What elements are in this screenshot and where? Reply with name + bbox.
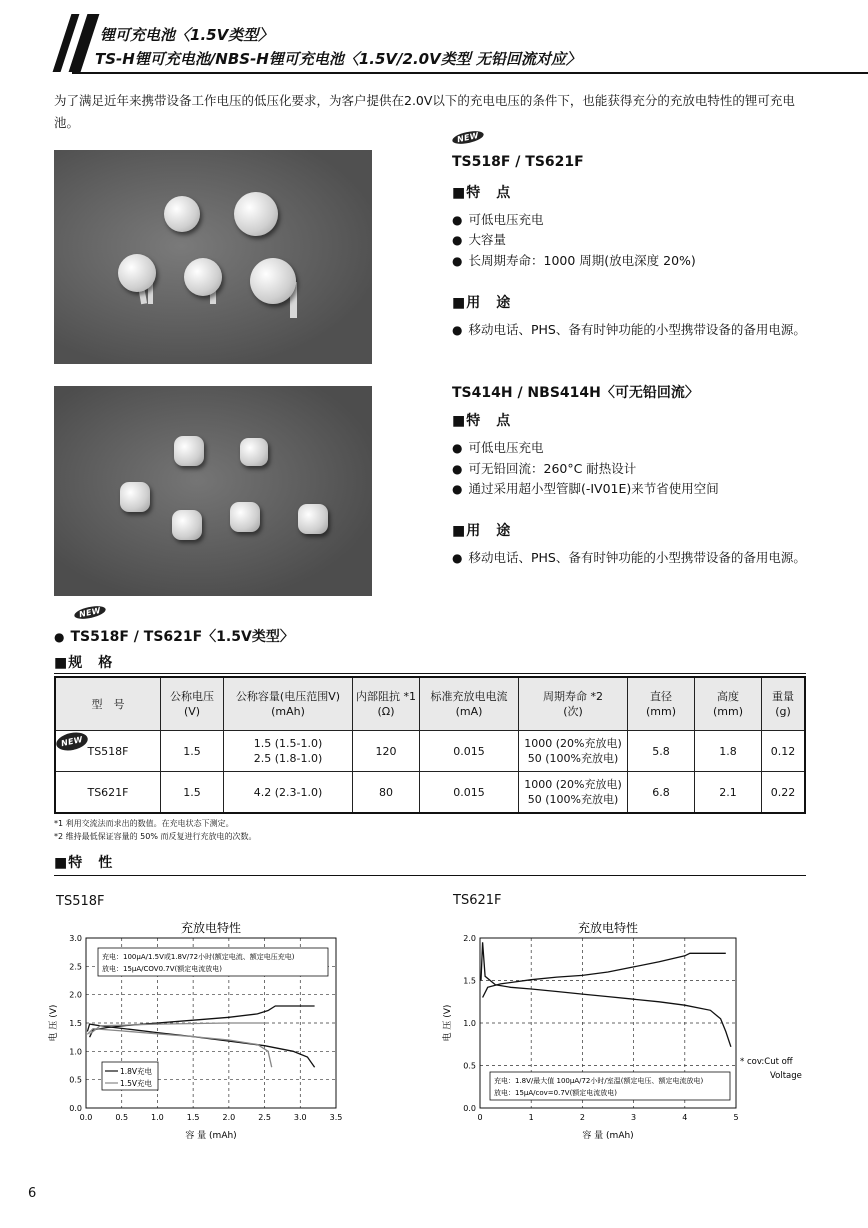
life-line: 1000 (20%充放电) bbox=[524, 778, 622, 791]
product2-feature: ● 可无铅回流：260°C 耐热设计 bbox=[452, 459, 636, 477]
chart2-panel-label: TS621F bbox=[453, 893, 502, 908]
series-line bbox=[90, 1023, 269, 1034]
smd-cell bbox=[174, 436, 204, 466]
x-axis-label: 容 量 (mAh) bbox=[582, 1131, 634, 1141]
page-title-line1: 锂可充电池〈1.5V类型〉 bbox=[100, 26, 274, 44]
spec-table bbox=[54, 676, 806, 814]
smd-cell bbox=[172, 510, 202, 540]
col-header bbox=[519, 677, 628, 731]
coin-cell bbox=[250, 258, 296, 304]
cell-diameter: 5.8 bbox=[628, 731, 695, 772]
coin-cell bbox=[118, 254, 156, 292]
col-header-label: 型 号 bbox=[91, 697, 125, 711]
product2-use: ● 移动电话、PHS、备有时钟功能的小型携带设备的备用电源。 bbox=[452, 548, 806, 566]
cell-weight: 0.22 bbox=[762, 772, 806, 814]
new-badge: NEW bbox=[451, 129, 484, 146]
col-header bbox=[628, 677, 695, 731]
life-line: 1000 (20%充放电) bbox=[524, 737, 622, 750]
cell-height: 2.1 bbox=[695, 772, 762, 814]
product2-features-heading: ■特 点 bbox=[452, 413, 512, 429]
col-header-label: 直径 bbox=[650, 690, 672, 703]
section-title: ● TS518F / TS621F〈1.5V类型〉 bbox=[54, 626, 294, 646]
col-header-unit: (g) bbox=[775, 705, 791, 718]
col-header-unit: (mAh) bbox=[271, 705, 305, 718]
y-tick-label: 0.0 bbox=[463, 1104, 476, 1113]
col-header bbox=[762, 677, 806, 731]
x-tick-label: 2 bbox=[579, 1113, 585, 1122]
col-header-unit: (V) bbox=[183, 705, 201, 718]
smd-cell bbox=[240, 438, 268, 466]
col-header-unit: (次) bbox=[563, 705, 583, 718]
page-title-line2: TS-H锂可充电池/NBS-H锂可充电池〈1.5V/2.0V类型 无铅回流对应〉 bbox=[95, 50, 581, 68]
cell-impedance: 120 bbox=[353, 731, 420, 772]
x-tick-label: 1.5 bbox=[186, 1113, 200, 1122]
product1-uses-heading: ■用 途 bbox=[452, 295, 512, 311]
note-line: 放电：15µA/cov=0.7V(额定电流放电) bbox=[494, 1089, 618, 1097]
product1-feature: ● 可低电压充电 bbox=[452, 210, 544, 228]
note-line: 放电：15µA/COV0.7V(额定电流放电) bbox=[102, 965, 222, 973]
characteristics-heading: ■特 性 bbox=[54, 855, 114, 871]
smd-cell bbox=[298, 504, 328, 534]
y-tick-label: 1.0 bbox=[69, 1047, 82, 1057]
table-header-row bbox=[55, 677, 805, 731]
life-line: 50 (100%充放电) bbox=[527, 793, 619, 806]
x-tick-label: 4 bbox=[682, 1113, 688, 1122]
x-tick-label: 3.0 bbox=[293, 1113, 307, 1122]
product-photo-ts414h bbox=[54, 386, 372, 596]
product1-model: TS518F / TS621F bbox=[452, 154, 584, 170]
new-badge: NEW bbox=[73, 604, 106, 621]
y-tick-label: 0.5 bbox=[463, 1061, 476, 1071]
col-header-unit: (mA) bbox=[455, 705, 483, 718]
series-line bbox=[481, 942, 731, 1047]
product1-use: ● 移动电话、PHS、备有时钟功能的小型携带设备的备用电源。 bbox=[452, 320, 806, 338]
product-photo-ts518f-ts621f bbox=[54, 150, 372, 364]
col-header-unit: (mm) bbox=[712, 705, 743, 718]
characteristics-rule bbox=[54, 875, 806, 876]
legend-label: 1.8V充电 bbox=[120, 1067, 153, 1076]
col-header-label: 高度 bbox=[717, 690, 739, 703]
y-tick-label: 1.0 bbox=[463, 1019, 476, 1028]
cell-capacity bbox=[224, 731, 353, 772]
product1-feature: ● 长周期寿命：1000 周期(放电深度 20%) bbox=[452, 251, 696, 269]
footnote-1: *1 利用交流法而求出的数值。在充电状态下测定。 bbox=[54, 819, 234, 828]
y-tick-label: 2.0 bbox=[69, 990, 82, 1000]
new-badge: NEW bbox=[55, 730, 90, 753]
note-line: 充电：100µA/1.5V或1.8V/72小时(额定电流、额定电压充电) bbox=[102, 953, 295, 961]
x-tick-label: 0 bbox=[477, 1113, 483, 1122]
x-tick-label: 2.5 bbox=[258, 1113, 271, 1122]
cell-model: TS621F bbox=[55, 772, 161, 814]
series-line bbox=[483, 953, 726, 997]
col-header bbox=[224, 677, 353, 731]
smd-cell bbox=[230, 502, 260, 532]
x-tick-label: 1 bbox=[528, 1113, 534, 1122]
product1-feature: ● 大容量 bbox=[452, 230, 506, 248]
col-header bbox=[353, 677, 420, 731]
smd-cell bbox=[120, 482, 150, 512]
y-tick-label: 0.0 bbox=[69, 1104, 82, 1113]
y-tick-label: 3.0 bbox=[69, 934, 82, 943]
note-line: 充电：1.8V/最大值 100µA/72小时/室温(额定电压、额定电流放电) bbox=[494, 1077, 704, 1085]
coin-cell bbox=[234, 192, 278, 236]
coin-cell bbox=[164, 196, 200, 232]
cell-life bbox=[519, 772, 628, 814]
col-header bbox=[695, 677, 762, 731]
x-tick-label: 5 bbox=[733, 1113, 739, 1122]
capacity-line: 1.5 (1.5-1.0) bbox=[253, 737, 323, 750]
x-axis-label: 容 量 (mAh) bbox=[185, 1131, 237, 1141]
series-line bbox=[90, 1006, 315, 1037]
cell-model bbox=[55, 731, 161, 772]
cell-voltage: 1.5 bbox=[161, 731, 224, 772]
spec-rule bbox=[54, 673, 806, 674]
coin-cell bbox=[184, 258, 222, 296]
cell-height: 1.8 bbox=[695, 731, 762, 772]
cell-current: 0.015 bbox=[420, 731, 519, 772]
y-tick-label: 1.5 bbox=[463, 976, 476, 986]
intro-text: 为了满足近年来携带设备工作电压的低压化要求，为客户提供在2.0V以下的充电电压的条件下，也能获得充分的充放电特性的锂可充电池。 bbox=[54, 93, 795, 130]
side-note: * cov:Cut off bbox=[740, 1057, 793, 1067]
x-tick-label: 3 bbox=[631, 1113, 637, 1122]
product1-features-heading: ■特 点 bbox=[452, 185, 512, 201]
col-header-label: 公称电压 bbox=[170, 690, 214, 703]
col-header bbox=[161, 677, 224, 731]
footnote-2: *2 维持最低保证容量的 50% 而反复进行充放电的次数。 bbox=[54, 832, 257, 841]
x-tick-label: 3.5 bbox=[329, 1113, 343, 1122]
col-header-unit: (mm) bbox=[645, 705, 676, 718]
cell-voltage: 1.5 bbox=[161, 772, 224, 814]
cell-impedance: 80 bbox=[353, 772, 420, 814]
cell-life bbox=[519, 731, 628, 772]
side-note: Voltage bbox=[770, 1071, 802, 1081]
page-number: 6 bbox=[28, 1186, 37, 1201]
col-header bbox=[55, 677, 161, 731]
cell-diameter: 6.8 bbox=[628, 772, 695, 814]
y-axis-label: 电 压 (V) bbox=[49, 1004, 59, 1042]
col-header-label: 周期寿命 *2 bbox=[543, 690, 603, 703]
col-header-label: 公称容量(电压范围V) bbox=[235, 690, 341, 703]
y-axis-label: 电 压 (V) bbox=[443, 1004, 453, 1042]
cell-current: 0.015 bbox=[420, 772, 519, 814]
y-tick-label: 1.5 bbox=[69, 1019, 82, 1028]
col-header-label: 重量 bbox=[772, 690, 794, 703]
col-header-label: 标准充放电电流 bbox=[430, 690, 508, 703]
col-header-label: 内部阻抗 *1 bbox=[356, 690, 416, 703]
chart1-panel-label: TS518F bbox=[56, 894, 105, 909]
x-tick-label: 1.0 bbox=[151, 1113, 164, 1122]
product2-feature: ● 通过采用超小型管脚(-IV01E)来节省使用空间 bbox=[452, 479, 719, 497]
product2-uses-heading: ■用 途 bbox=[452, 523, 512, 539]
spec-heading: ■规 格 bbox=[54, 655, 114, 671]
life-line: 50 (100%充放电) bbox=[527, 752, 619, 765]
y-tick-label: 0.5 bbox=[69, 1075, 82, 1085]
table-row bbox=[55, 772, 805, 814]
capacity-line: 2.5 (1.8-1.0) bbox=[253, 752, 323, 765]
y-tick-label: 2.5 bbox=[69, 962, 82, 972]
model-value: TS518F bbox=[87, 744, 129, 758]
legend-label: 1.5V充电 bbox=[120, 1079, 153, 1088]
x-tick-label: 2.0 bbox=[222, 1113, 236, 1122]
product2-feature: ● 可低电压充电 bbox=[452, 438, 544, 456]
product2-model: TS414H / NBS414H〈可无铅回流〉 bbox=[452, 385, 699, 401]
cell-weight: 0.12 bbox=[762, 731, 806, 772]
chart-title: 充放电特性 bbox=[180, 921, 242, 935]
table-row bbox=[55, 731, 805, 772]
x-tick-label: 0.0 bbox=[79, 1113, 93, 1122]
chart-ts621f bbox=[436, 912, 836, 1152]
chart-ts518f bbox=[40, 912, 370, 1152]
col-header-unit: (Ω) bbox=[377, 705, 395, 718]
chart-title: 充放电特性 bbox=[577, 921, 639, 935]
y-tick-label: 2.0 bbox=[463, 934, 476, 943]
x-tick-label: 0.5 bbox=[115, 1113, 129, 1122]
cell-capacity: 4.2 (2.3-1.0) bbox=[224, 772, 353, 814]
header-rule bbox=[72, 72, 868, 74]
col-header bbox=[420, 677, 519, 731]
